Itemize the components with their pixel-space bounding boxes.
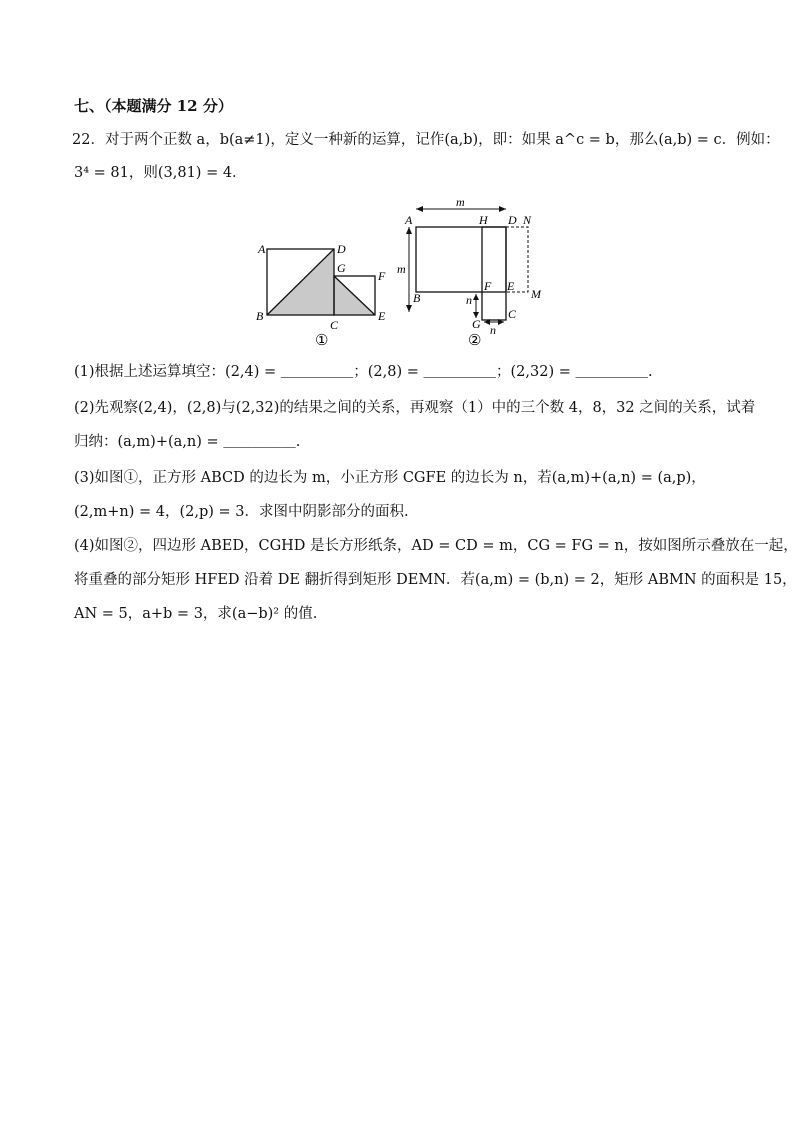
part-4-line-1: (4)如图②，四边形 ABED，CGHD 是长方形纸条，AD = CD = m，CG = FG = n，按如图所示叠放在一起， [74,538,798,554]
label-H2: H [479,213,488,227]
label-G: G [337,261,346,275]
arrow-m-left-bottom [406,305,412,312]
part-3-line-1: (3)如图①，正方形 ABCD 的边长为 m，小正方形 CGFE 的边长为 n，若(a,m)+(a,n) = (a,p)， [74,470,706,486]
part-3-line-2: (2,m+n) = 4，(2,p) = 3．求图中阴影部分的面积. [74,504,409,520]
label-B: B [256,309,264,323]
label-D: D [337,242,346,256]
part-4-line-3: AN = 5，a+b = 3，求(a−b)² 的值. [74,606,318,622]
label-E2: E [507,279,515,293]
rect-ABED [416,227,506,292]
label-C: C [330,318,339,332]
figure-1-caption: ① [315,333,329,349]
arrow-n-vert-top [473,294,479,300]
label-G2: G [472,317,481,331]
arrow-m-left-top [406,227,412,234]
label-M2: M [531,287,541,301]
section-heading: 七、（本题满分 12 分） [74,97,233,115]
problem-intro-line-1: 22．对于两个正数 a，b(a≠1)，定义一种新的运算，记作(a,b)，即：如果 a^c = b，那么(a,b) = c．例如： [72,132,780,148]
label-E: E [378,309,386,323]
label-A: A [258,242,266,256]
label-m-left: m [397,262,406,276]
label-F2: F [484,279,492,293]
part-2-line-2: 归纳：(a,m)+(a,n) = ＿＿＿＿＿. [74,434,301,450]
figure-2-caption: ② [468,333,482,349]
label-N2: N [523,213,532,227]
part-1: (1)根据上述运算填空：(2,4) = ＿＿＿＿＿；(2,8) = ＿＿＿＿＿；(2,32) = ＿＿＿＿＿. [74,364,653,380]
arrow-m-top-right [499,206,506,212]
part-4-line-2: 将重叠的部分矩形 HFED 沿着 DE 翻折得到矩形 DEMN．若(a,m) = (b,n) = 2，矩形 ABMN 的面积是 15， [74,572,797,588]
label-n-vert: n [466,293,472,307]
label-B2: B [413,291,421,305]
label-F: F [378,269,386,283]
figures [0,195,800,355]
label-n-horiz: n [490,323,496,337]
strip-CGHD [482,227,506,320]
part-2-line-1: (2)先观察(2,4)，(2,8)与(2,32)的结果之间的关系，再观察（1）中的三个数 4，8，32 之间的关系，试着 [74,400,756,416]
label-C2: C [508,307,517,321]
label-m-top: m [456,195,465,209]
figure-1 [256,242,386,349]
label-D2: D [508,213,517,227]
label-A2: A [405,213,413,227]
problem-intro-line-2: 3⁴ = 81，则(3,81) = 4． [74,165,247,181]
arrow-m-top-left [416,206,423,212]
figure-2 [397,195,542,349]
